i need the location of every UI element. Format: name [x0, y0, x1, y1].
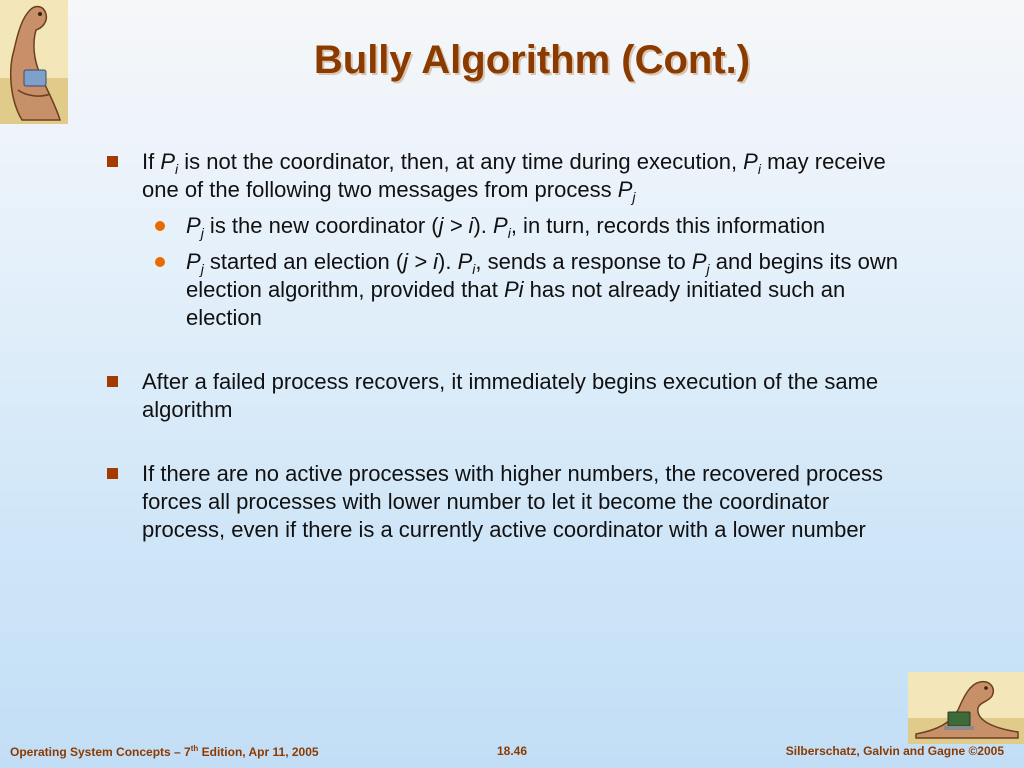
sub-bullet-item — [186, 212, 904, 240]
math-var: P — [617, 177, 633, 202]
math-sub: i — [757, 161, 761, 177]
text-run: may receive one of the following two messages from process — [142, 149, 886, 202]
math-sub: j — [200, 261, 204, 277]
text-run: If — [142, 149, 161, 174]
math-var: P — [186, 213, 201, 238]
bullet-item — [104, 368, 904, 424]
math-sub: j — [200, 225, 204, 241]
footer-authors: Silberschatz, Galvin and Gagne ©2005 — [785, 744, 1004, 758]
square-bullet-icon — [107, 468, 118, 479]
text-run: , in turn, records this information — [510, 213, 826, 238]
math-var: P — [186, 249, 201, 274]
math-var: P — [493, 213, 508, 238]
text-run: ). — [438, 249, 458, 274]
square-bullet-icon — [107, 376, 118, 387]
sub-bullet-item — [186, 248, 904, 332]
footer-sup: th — [190, 744, 199, 753]
math-sub: j — [706, 261, 710, 277]
math-var: P — [691, 249, 707, 274]
square-bullet-icon — [107, 156, 118, 167]
text-run: is the new coordinator ( — [203, 213, 439, 238]
slide-title: Bully Algorithm (Cont.) — [313, 38, 751, 82]
footer-text: Edition, Apr 11, 2005 — [198, 745, 319, 759]
math-expr: j > i — [403, 249, 439, 274]
text-run: started an election ( — [203, 249, 404, 274]
bullet-text: After a failed process recovers, it immediately begins execution of the same algorithm — [142, 369, 879, 422]
bullet-item — [104, 460, 904, 544]
math-expr: j > i — [438, 213, 474, 238]
text-run: has not already initiated such an election — [186, 277, 846, 330]
slide-number: 18.46 — [497, 744, 528, 758]
math-sub: i — [472, 261, 476, 277]
bullet-item — [104, 148, 904, 204]
round-bullet-icon — [155, 221, 165, 231]
slide-content — [104, 148, 904, 544]
math-sub: i — [507, 225, 511, 241]
text-run: is not the coordinator, then, at any time during execution, — [178, 149, 744, 174]
dinosaur-laptop-icon — [908, 672, 1024, 744]
text-run: ). — [473, 213, 494, 238]
text-run: and begins its own election algorithm, provided that — [186, 249, 899, 302]
math-sub: i — [175, 161, 179, 177]
bullet-text: If there are no active processes with higher numbers, the recovered process forces all processes with lower number to let it become the coordinator process, even if there is a currently active coordinator with a lower number — [142, 461, 884, 542]
text-run: , sends a response to — [475, 249, 692, 274]
footer-text: Operating System Concepts – 7 — [10, 745, 191, 759]
math-var: P — [457, 249, 473, 274]
math-var: P — [160, 149, 176, 174]
footer-book-title — [10, 744, 319, 764]
math-var: Pi — [503, 277, 524, 302]
round-bullet-icon — [155, 257, 165, 267]
math-sub: j — [632, 189, 636, 205]
math-var: P — [743, 149, 758, 174]
